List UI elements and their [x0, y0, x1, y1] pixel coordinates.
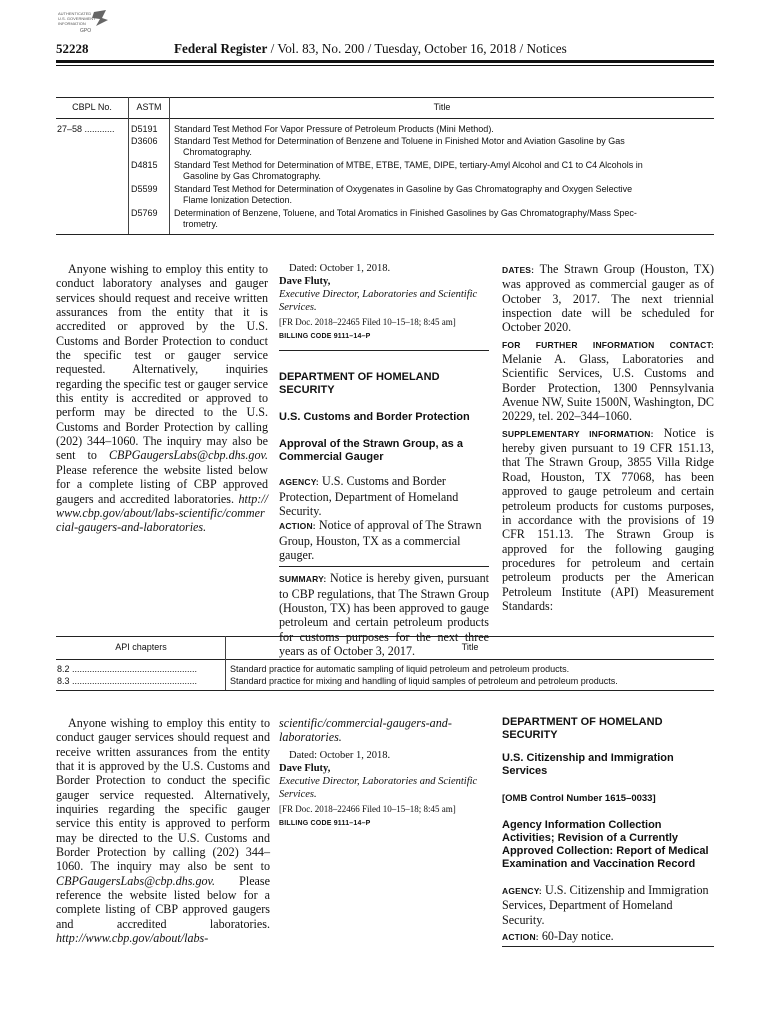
- signer-title: Executive Director, Laboratories and Scientific Services.: [279, 775, 478, 800]
- api-title: Standard practice for automatic sampling of liquid petroleum and petroleum products.: [230, 664, 570, 674]
- header-rule: [56, 60, 714, 63]
- cbpl-number: 27–58 ............: [57, 124, 115, 134]
- running-head: [174, 41, 714, 57]
- summary-text: Notice is hereby given, pursuant to CBP regulations, that The Strawn Group (Houston, TX) has been approved to gauge petroleum and certain petroleum products years as of October 3, 2017.: [279, 571, 490, 659]
- section-separator: [279, 350, 489, 351]
- paragraph-text: Anyone wishing to employ this entity to conduct laboratory analyses and gauger services should request and receive written assurances from the entity that it is accredited or approved by the U.S. Customs and Border Protection to conduct the specific test or gauger service requested. Alternatively, inquiries regarding the specific test or gauger service this entity is accredited or approved to perform may be directed to the U.S. Customs and Border Protection by calling (202) 344–1060. The inquiry may also be sent to: [56, 262, 268, 463]
- agency-label: AGENCY:: [502, 886, 542, 896]
- api-chapter: 8.2 ..................................................: [57, 664, 198, 674]
- body-column-3b: [502, 716, 714, 947]
- document-title: Agency Information Collection Activities; Revision of a Currently Approved Collection: Report of Medical Examination and Vaccination Record: [502, 819, 709, 870]
- astm-title-cont: Chromatography.: [183, 147, 252, 157]
- dates-label: DATES:: [502, 265, 535, 275]
- col-header-api: API chapters: [115, 642, 167, 652]
- paragraph-text: Anyone wishing to employ this entity to conduct gauger services should request and receive written assurances from the entity that it is approved by the U.S. Customs and Border Protection to conduct the specific gauger service requested. Alternatively, inquiries regarding the specific gauger service this entity is approved to perform may be directed to the U.S. Customs and Border Protection by calling (202) 344–1060. The inquiry may also be sent to: [56, 716, 270, 874]
- agency-text: U.S. Customs and Border Protection, Department of Homeland Security.: [279, 474, 459, 519]
- action-line: [502, 929, 714, 944]
- website-link-cont[interactable]: scientific/commercial-gaugers-and-laboratories.: [279, 716, 452, 745]
- agency-line: [502, 883, 714, 927]
- table-rule: [56, 690, 714, 691]
- dates-line: [502, 262, 714, 335]
- publication-name: Federal Register: [174, 41, 268, 56]
- paragraph-text: Please reference the website listed below for a complete listing of CBP approved gaugers and accredited laboratories.: [56, 462, 268, 506]
- action-text: Notice of approval of The Strawn Group, Houston, TX as a commercial gauger.: [279, 518, 482, 563]
- website-link[interactable]: http://www.cbp.gov/about/labs-: [56, 931, 209, 946]
- col-header-cbpl: CBPL No.: [72, 102, 112, 112]
- document-title: Approval of the Strawn Group, as a Commercial Gauger: [279, 438, 463, 464]
- astm-title: Standard Test Method for Determination of MTBE, ETBE, TAME, DIPE, tertiary-Amyl Alcohol and C1 to C4 Alcohols in: [174, 160, 643, 170]
- agency-heading: U.S. Customs and Border Protection: [279, 411, 470, 424]
- table-rule: [56, 97, 714, 98]
- supplementary-text: Notice is hereby given pursuant to 19 CFR 151.13, that The Strawn Group, 3855 Villa Ridge Road, Houston, TX 77068, has been approved to gauge petroleum and certain petroleum products for customs purposes, in accordance with the provisions of 19 CFR 151.13. The Strawn Group is approved for the following gauging procedures for petroleum and certain petroleum products per the American Petroleum Institute (API) Measurement Standards:: [502, 425, 714, 613]
- dated-line: Dated: October 1, 2018.: [289, 263, 391, 274]
- department-heading: DEPARTMENT OF HOMELAND SECURITY: [502, 716, 663, 741]
- agency-heading: U.S. Citizenship and Immigration Services: [502, 752, 674, 777]
- table-rule: [56, 659, 714, 660]
- signer-title: Executive Director, Laboratories and Scientific Services.: [279, 289, 478, 313]
- action-label: ACTION:: [502, 932, 539, 943]
- table-rule: [56, 636, 714, 637]
- astm-title-cont: trometry.: [183, 219, 218, 229]
- supplementary-line: [502, 426, 714, 613]
- astm-code: D5191: [131, 124, 158, 134]
- issue-info: / Vol. 83, No. 200 / Tuesday, October 16, 2018 / Notices: [267, 41, 567, 56]
- section-separator: [279, 566, 489, 567]
- action-label: ACTION:: [279, 521, 316, 532]
- svg-text:GPO: GPO: [80, 28, 92, 34]
- dated-line: Dated: October 1, 2018.: [289, 749, 391, 761]
- email-link[interactable]: CBPGaugersLabs@cbp.dhs.gov.: [56, 873, 216, 888]
- billing-code: BILLING CODE 9111–14–P: [279, 819, 371, 827]
- svg-text:INFORMATION: INFORMATION: [58, 21, 86, 26]
- astm-code: D4815: [131, 160, 158, 170]
- action-line: [279, 518, 489, 562]
- omb-control-number: [OMB Control Number 1615–0033]: [502, 793, 656, 804]
- body-column-1b: [56, 716, 270, 946]
- astm-title-cont: Gasoline by Gas Chromatography.: [183, 171, 321, 181]
- svg-text:U.S. GOVERNMENT: U.S. GOVERNMENT: [58, 16, 96, 21]
- body-column-2: [279, 262, 489, 658]
- astm-title: Standard Test Method for Determination of Oxygenates in Gasoline by Gas Chromatography and Oxygen Selective: [174, 184, 633, 194]
- fr-doc-line: [FR Doc. 2018–22466 Filed 10–15–18; 8:45 am]: [279, 803, 456, 814]
- paragraph-text: Please reference the website listed below for a complete listing of CBP approved gaugers and accredited laboratories.: [56, 873, 270, 931]
- column-divider: [225, 636, 226, 690]
- api-chapter: 8.3 ..................................................: [57, 676, 198, 686]
- table-rule: [56, 234, 714, 235]
- action-text: 60-Day notice.: [541, 929, 614, 944]
- col-header-title: Title: [461, 642, 479, 652]
- department-heading: DEPARTMENT OF HOMELAND SECURITY: [279, 371, 440, 397]
- contact-label: FOR FURTHER INFORMATION CONTACT:: [502, 339, 714, 350]
- signer-name: Dave Fluty,: [279, 276, 331, 287]
- agency-text: U.S. Citizenship and Immigration Services, Department of Homeland Security.: [502, 883, 709, 927]
- supplementary-label: SUPPLEMENTARY INFORMATION:: [502, 428, 654, 439]
- billing-code: BILLING CODE 9111–14–P: [279, 333, 371, 340]
- astm-code: D5599: [131, 184, 158, 194]
- astm-code: D3606: [131, 136, 158, 146]
- section-separator: [502, 946, 714, 947]
- header-rule-thin: [56, 65, 714, 66]
- paragraph: [56, 716, 270, 946]
- dates-text: The Strawn Group (Houston, TX) was approved as commercial gauger as of October 3, 2017. The next triennial inspection date will be scheduled for October 2020.: [502, 262, 715, 335]
- body-column-3: [502, 262, 714, 613]
- column-divider: [128, 97, 129, 234]
- col-header-title: Title: [433, 102, 451, 112]
- api-title: Standard practice for mixing and handling of liquid samples of petroleum and petroleum products.: [230, 676, 618, 686]
- astm-title: Standard Test Method For Vapor Pressure of Petroleum Products (Mini Method).: [174, 124, 494, 134]
- contact-line: [502, 337, 714, 424]
- website-link[interactable]: http://www.cbp.gov/about/labs-scientific/commercial-gaugers-and-laboratories.: [56, 491, 268, 535]
- agency-label: AGENCY:: [279, 477, 319, 488]
- paragraph: [56, 262, 268, 535]
- col-header-astm: ASTM: [136, 102, 162, 112]
- astm-title-cont: Flame Ionization Detection.: [183, 195, 293, 205]
- astm-code: D5769: [131, 208, 158, 218]
- email-link[interactable]: CBPGaugersLabs@cbp.dhs.gov.: [108, 448, 268, 463]
- fr-doc-line: [FR Doc. 2018–22465 Filed 10–15–18; 8:45 am]: [279, 317, 456, 327]
- table-rule: [56, 118, 714, 119]
- astm-title: Standard Test Method for Determination of Benzene and Toluene in Finished Motor and Aviation Gasoline by Gas: [174, 136, 625, 146]
- contact-text: Melanie A. Glass, Laboratories and Scientific Services, U.S. Customs and Border Protection, 1300 Pennsylvania Avenue NW, Suite 1500N, Washington, DC 20229, tel. 202–344–1060.: [502, 352, 714, 424]
- signer-name: Dave Fluty,: [279, 762, 331, 774]
- gpo-authenticated-logo: [56, 8, 112, 38]
- astm-title: Determination of Benzene, Toluene, and Total Aromatics in Finished Gasolines by Gas Chromatography/Mass Spec-: [174, 208, 637, 218]
- column-divider: [169, 97, 170, 234]
- page-number: 52228: [56, 41, 89, 56]
- body-column-1: [56, 262, 268, 535]
- svg-text:AUTHENTICATED: AUTHENTICATED: [58, 11, 92, 16]
- agency-line: [279, 474, 489, 518]
- body-column-2b: [279, 716, 489, 831]
- summary-label: SUMMARY:: [279, 574, 327, 585]
